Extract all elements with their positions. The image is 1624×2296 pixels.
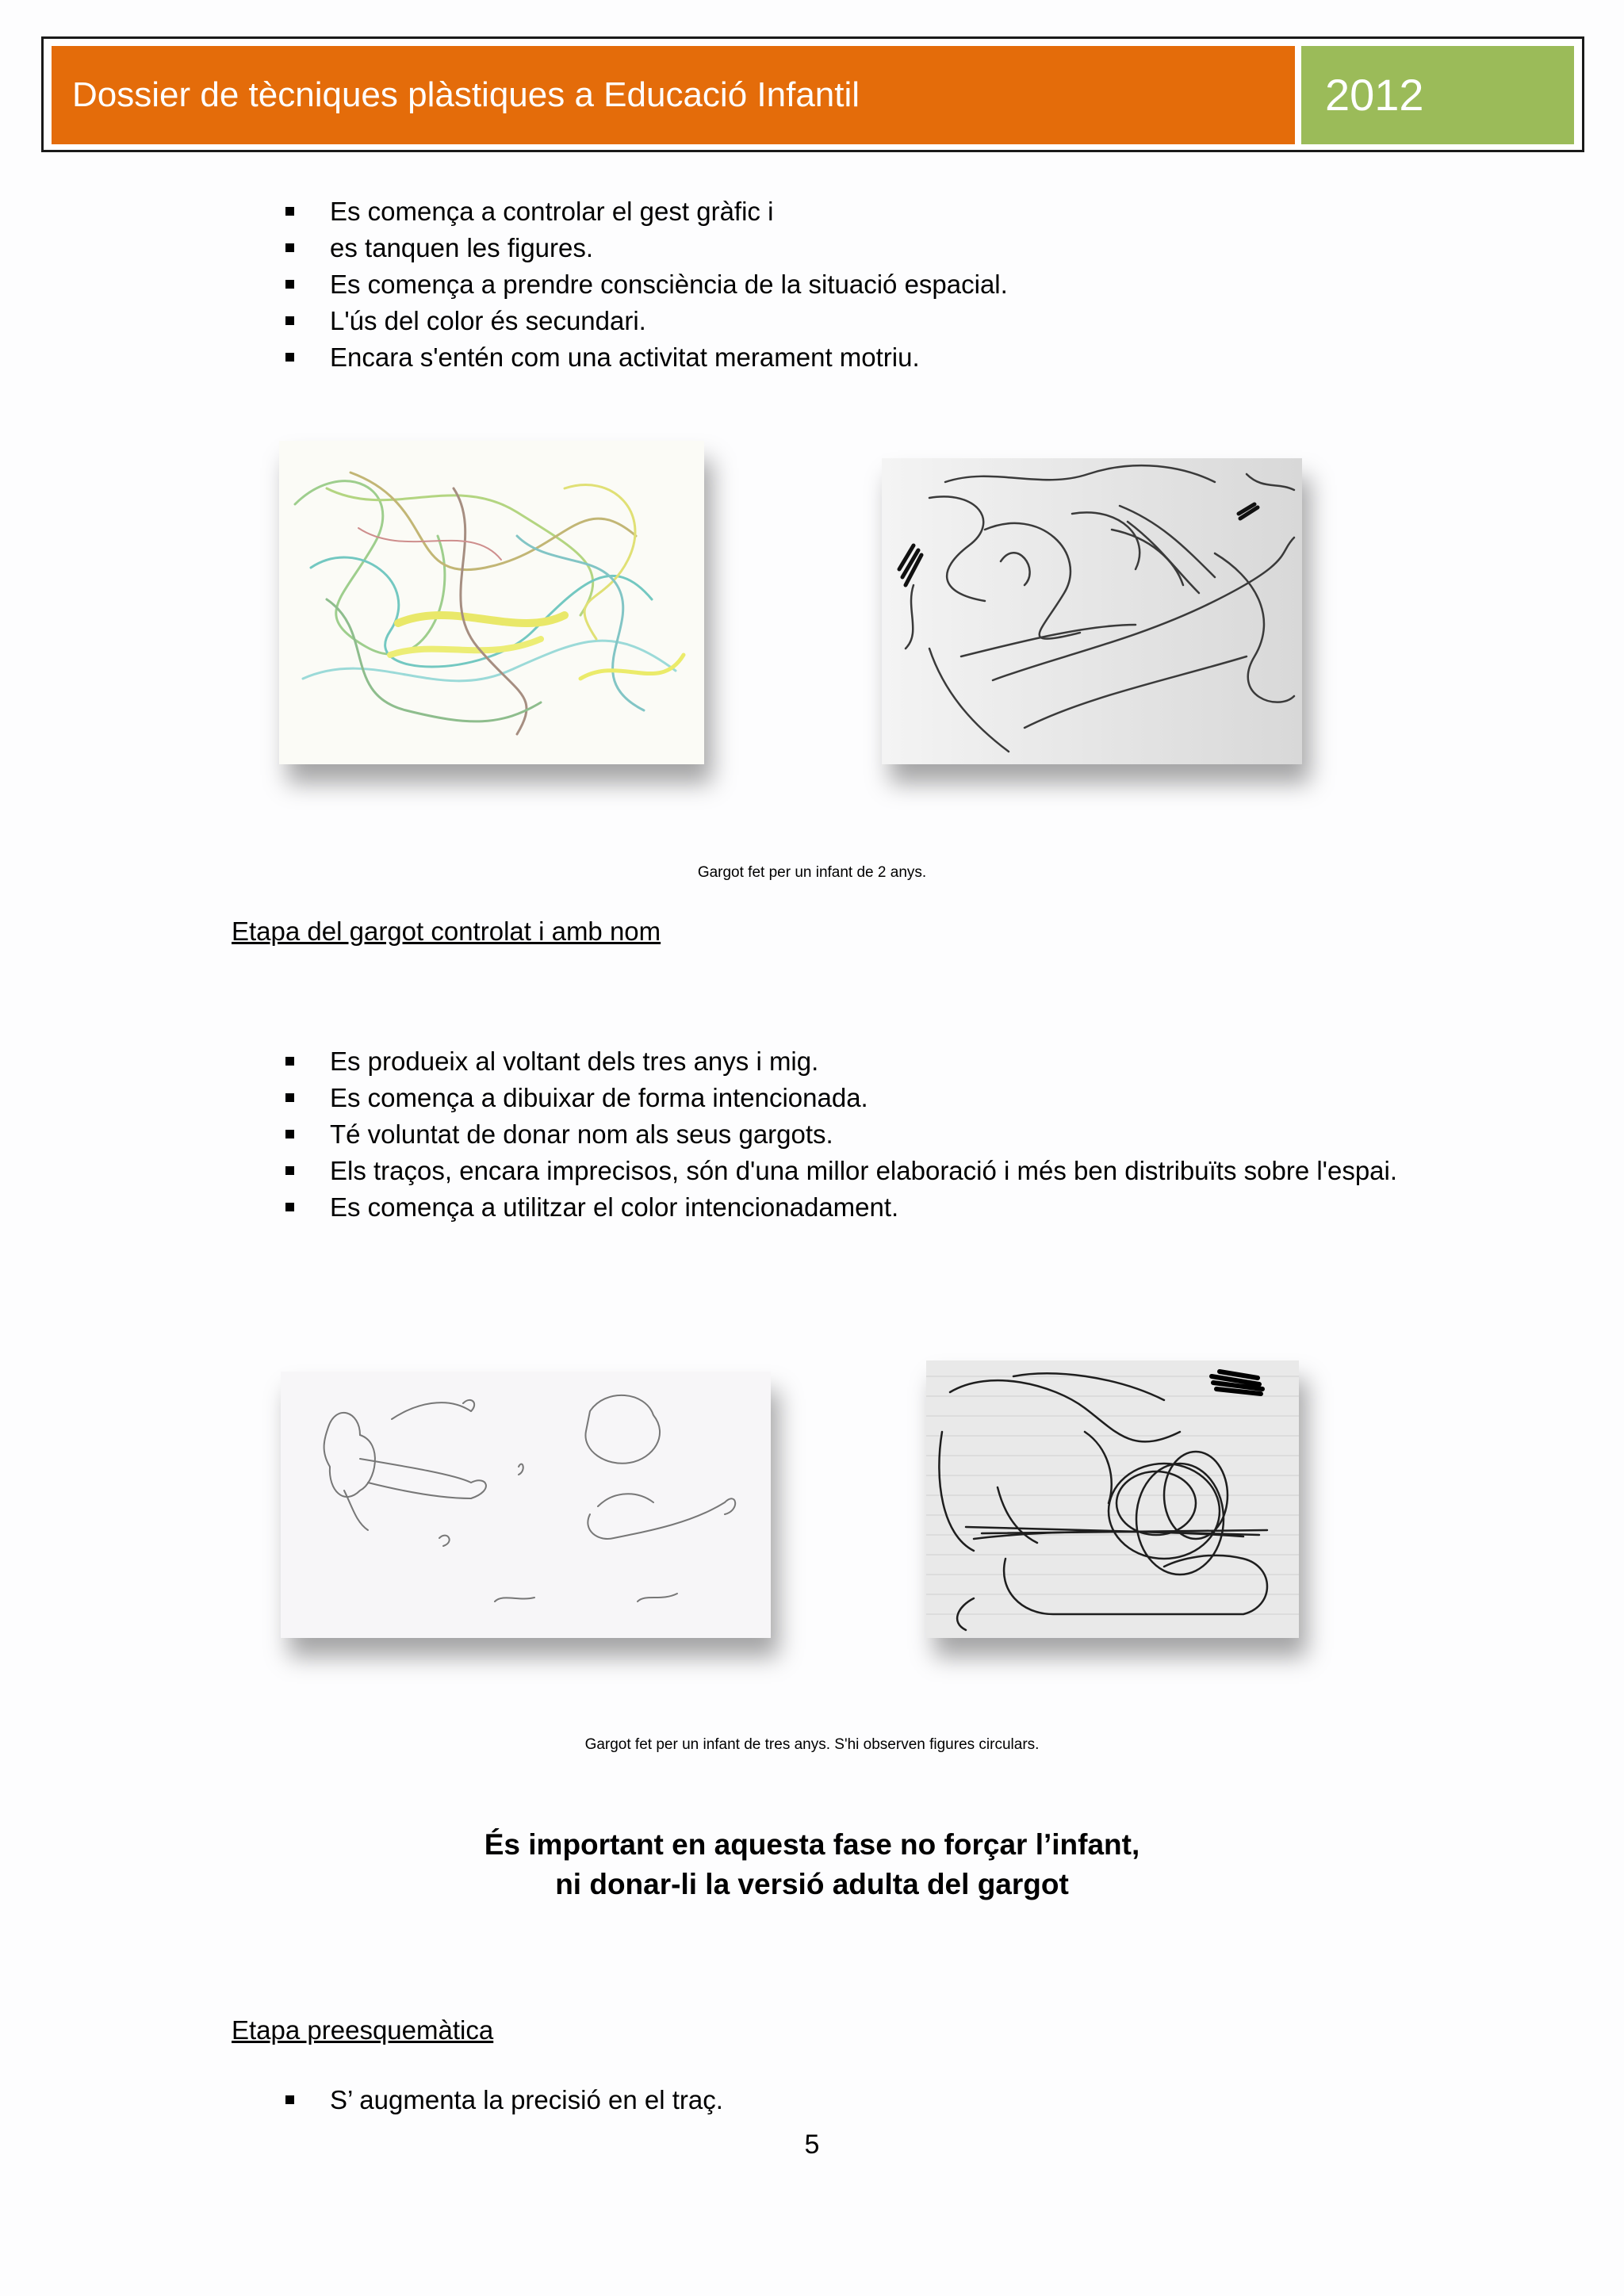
bullet-icon <box>285 316 294 325</box>
list-item: Es comença a controlar el gest gràfic i <box>285 193 1424 230</box>
emphasis-note <box>0 1825 1624 1904</box>
scribble-photo-pencil <box>882 458 1302 764</box>
bullet-icon <box>285 1130 294 1138</box>
bullet-icon <box>285 1166 294 1175</box>
list-item: Es comença a prendre consciència de la situació espacial. <box>285 266 1424 303</box>
list-item: Té voluntat de donar nom als seus gargots. <box>285 1116 1424 1153</box>
bullet-icon <box>285 2095 294 2104</box>
list-item: Es comença a utilitzar el color intencionadament. <box>285 1189 1424 1226</box>
photo-caption: Gargot fet per un infant de tres anys. S'hi observen figures circulars. <box>584 1736 1040 1753</box>
bullet-list-scribble-traits <box>285 193 1424 376</box>
bullet-list-controlled-scribble <box>285 1043 1424 1226</box>
document-title: Dossier de tècniques plàstiques a Educació Infantil <box>52 46 1295 144</box>
list-item: L'ús del color és secundari. <box>285 303 1424 339</box>
page-header <box>41 36 1584 152</box>
scribble-photo-color <box>279 441 704 764</box>
list-item: Es produeix al voltant dels tres anys i mig. <box>285 1043 1424 1080</box>
list-item: Encara s'entén com una activitat merament motriu. <box>285 339 1424 376</box>
section-heading: Etapa preesquemàtica <box>232 2015 494 2045</box>
scribble-photo-circular <box>926 1360 1299 1638</box>
list-item: Es comença a dibuixar de forma intencionada. <box>285 1080 1424 1116</box>
list-item: es tanquen les figures. <box>285 230 1424 266</box>
page-number: 5 <box>804 2130 820 2160</box>
bullet-icon <box>285 1093 294 1102</box>
bullet-list-preschematic <box>285 2082 1424 2118</box>
list-item: S’ augmenta la precisió en el traç. <box>285 2082 1424 2118</box>
emphasis-line: ni donar-li la versió adulta del gargot <box>555 1868 1069 1900</box>
bullet-icon <box>285 1057 294 1066</box>
document-year: 2012 <box>1301 46 1574 144</box>
list-item: Els traços, encara imprecisos, són d'una millor elaboració i més ben distribuïts sobre l'espai. <box>285 1153 1424 1189</box>
photo-caption: Gargot fet per un infant de 2 anys. <box>697 864 927 881</box>
bullet-icon <box>285 207 294 216</box>
bullet-icon <box>285 1203 294 1211</box>
section-heading: Etapa del gargot controlat i amb nom <box>232 916 661 946</box>
drawing-photo-named <box>281 1372 771 1638</box>
bullet-icon <box>285 353 294 362</box>
bullet-icon <box>285 280 294 289</box>
emphasis-line: És important en aquesta fase no forçar l’infant, <box>484 1828 1140 1861</box>
bullet-icon <box>285 243 294 252</box>
